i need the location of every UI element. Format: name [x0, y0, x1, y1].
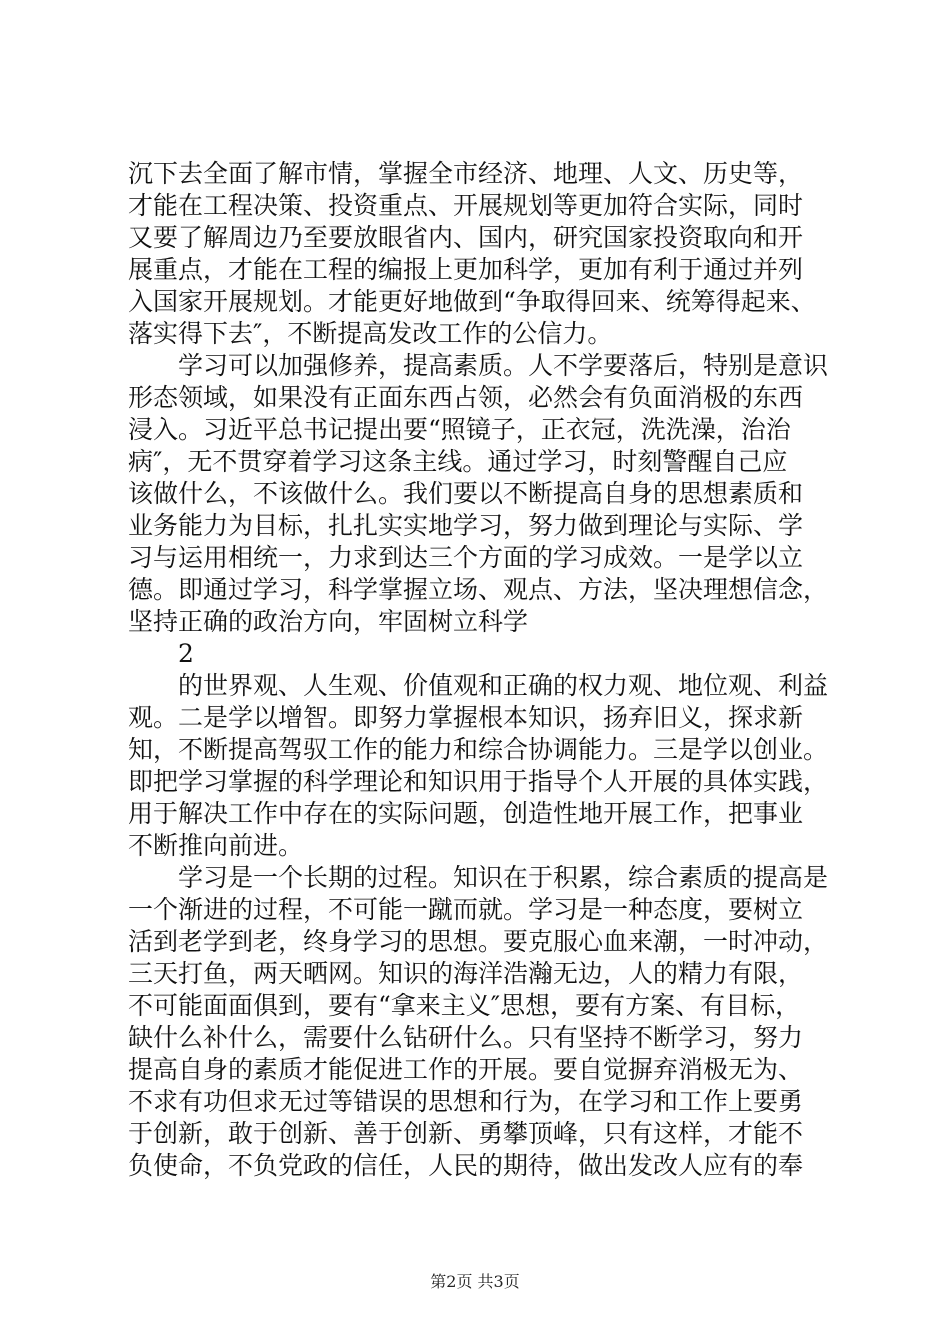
page-number-label: 第2页 共3页: [430, 1272, 520, 1291]
text-line: 于创新，敢于创新、善于创新、勇攀顶峰，只有这样，才能不: [128, 1119, 804, 1148]
text-line: 形态领域，如果没有正面东西占领，必然会有负面消极的东西: [128, 383, 804, 412]
text-line: 又要了解周边乃至要放眼省内、国内，研究国家投资取向和开: [128, 223, 804, 252]
text-line: 沉下去全面了解市情，掌握全市经济、地理、人文、历史等，: [128, 159, 804, 188]
text-line: 知，不断提高驾驭工作的能力和综合协调能力。三是学以创业。: [128, 735, 829, 764]
text-line: 业务能力为目标，扎扎实实地学习，努力做到理论与实际、学: [128, 511, 804, 540]
text-line: 德。即通过学习，科学掌握立场、观点、方法，坚决理想信念，: [128, 575, 829, 604]
text-line: 不求有功但求无过等错误的思想和行为，在学习和工作上要勇: [128, 1087, 804, 1116]
text-line: 观。二是学以增智。即努力掌握根本知识，扬弃旧义，探求新: [128, 703, 804, 732]
inline-page-number: 2: [178, 639, 194, 668]
text-line: 一个渐进的过程，不可能一蹴而就。学习是一种态度，要树立: [128, 895, 804, 924]
text-line: 即把学习掌握的科学理论和知识用于指导个人开展的具体实践，: [128, 767, 829, 796]
text-line: 活到老学到老，终身学习的思想。要克服心血来潮，一时冲动，: [128, 927, 829, 956]
paragraph-start-line: 的世界观、人生观、价值观和正确的权力观、地位观、利益: [178, 671, 829, 700]
text-line: 负使命，不负党政的信任，人民的期待，做出发改人应有的奉: [128, 1151, 804, 1180]
text-line: 提高自身的素质才能促进工作的开展。要自觉摒弃消极无为、: [128, 1055, 804, 1084]
text-line: 坚持正确的政治方向，牢固树立科学: [128, 607, 529, 636]
paragraph-start-line: 学习是一个长期的过程。知识在于积累，综合素质的提高是: [178, 863, 829, 892]
text-line: 习与运用相统一，力求到达三个方面的学习成效。一是学以立: [128, 543, 804, 572]
text-line: 缺什么补什么，需要什么钻研什么。只有坚持不断学习，努力: [128, 1023, 804, 1052]
text-line: 病″，无不贯穿着学习这条主线。通过学习，时刻警醒自己应: [128, 447, 788, 476]
text-line: 入国家开展规划。才能更好地做到“争取得回来、统筹得起来、: [128, 287, 816, 316]
paragraph-start-line: 学习可以加强修养，提高素质。人不学要落后，特别是意识: [178, 351, 829, 380]
text-line: 用于解决工作中存在的实际问题，创造性地开展工作，把事业: [128, 799, 804, 828]
page-footer: [0, 1272, 950, 1292]
text-line: 浸入。习近平总书记提出要“照镜子，正衣冠，洗洗澡，治治: [128, 415, 791, 444]
text-line: 才能在工程决策、投资重点、开展规划等更加符合实际，同时: [128, 191, 804, 220]
text-line: 该做什么，不该做什么。我们要以不断提高自身的思想素质和: [128, 479, 804, 508]
text-line: 落实得下去″，不断提高发改工作的公信力。: [128, 319, 613, 348]
text-line: 不可能面面俱到，要有“拿来主义″思想，要有方案、有目标，: [128, 991, 801, 1020]
text-line: 三天打鱼，两天晒网。知识的海洋浩瀚无边，人的精力有限，: [128, 959, 804, 988]
text-line: 不断推向前进。: [128, 831, 304, 860]
document-body: [128, 158, 840, 1182]
text-line: 展重点，才能在工程的编报上更加科学，更加有利于通过并列: [128, 255, 804, 284]
